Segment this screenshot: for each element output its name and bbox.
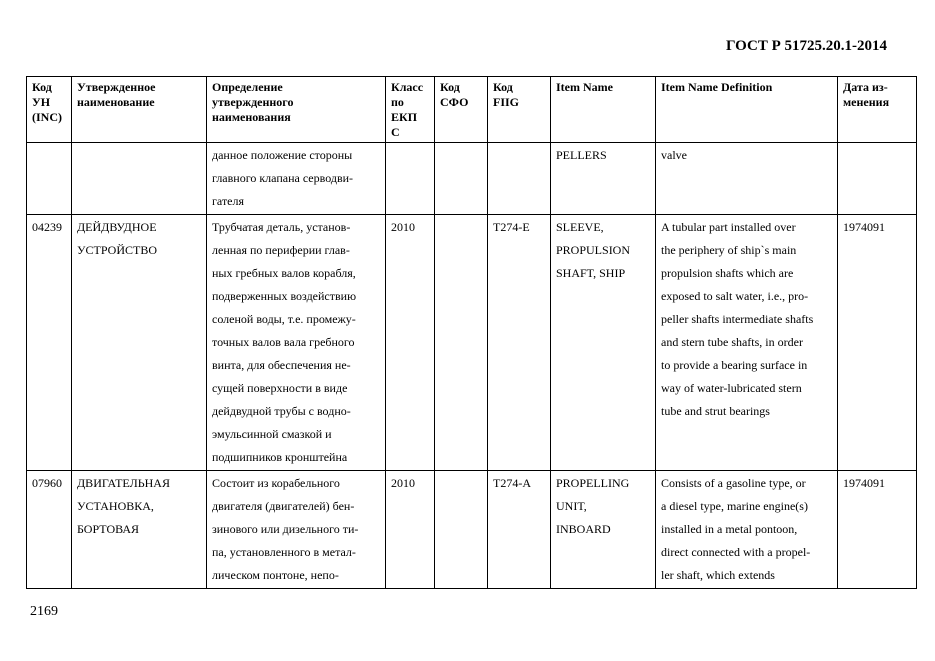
header-approved-name	[72, 77, 207, 143]
cell-text-line: сущей поверхности в виде	[212, 381, 348, 395]
fiig-code-cell	[488, 471, 551, 589]
item-name-cell	[551, 143, 656, 215]
cell-text-line: direct connected with a propel-	[661, 545, 811, 559]
cell-text-line: propulsion shafts which are	[661, 266, 794, 280]
cell-text-line: installed in a metal pontoon,	[661, 522, 798, 536]
cell-text-line: A tubular part installed over	[661, 220, 796, 234]
header-definition	[207, 77, 386, 143]
inc-code-cell	[27, 471, 72, 589]
item-name-cell	[551, 215, 656, 471]
header-label-line: Код	[32, 80, 52, 94]
cell-text-line: PELLERS	[556, 148, 607, 162]
cell-text-line: УСТАНОВКА,	[77, 499, 154, 513]
change-date-cell	[838, 215, 917, 471]
cell-text-line: УСТРОЙСТВО	[77, 243, 157, 257]
fiig-code-cell	[488, 143, 551, 215]
approved-name-cell	[72, 143, 207, 215]
cell-text-line: двигателя (двигателей) бен-	[212, 499, 355, 513]
definition-cell	[207, 143, 386, 215]
cell-text-line: данное положение стороны	[212, 148, 353, 162]
header-item-name	[551, 77, 656, 143]
definition-cell	[207, 471, 386, 589]
cell-text-line: 1974091	[843, 220, 885, 234]
header-label-line: Код	[440, 80, 460, 94]
cell-text-line: valve	[661, 148, 687, 162]
change-date-cell	[838, 471, 917, 589]
cell-text-line: SLEEVE,	[556, 220, 604, 234]
cell-text-line: ленная по периферии глав-	[212, 243, 350, 257]
cell-text-line: 2010	[391, 220, 415, 234]
item-definition-cell	[656, 143, 838, 215]
header-sfo-code	[435, 77, 488, 143]
cell-text-line: подшипников кронштейна	[212, 450, 348, 464]
item-definition-cell	[656, 215, 838, 471]
cell-text-line: to provide a bearing surface in	[661, 358, 808, 372]
cell-text-line: the periphery of ship`s main	[661, 243, 797, 257]
cell-text-line: T274-E	[493, 220, 530, 234]
header-label-line: менения	[843, 95, 890, 109]
header-label-line: Определение	[212, 80, 283, 94]
header-label-line: Item Name	[556, 80, 613, 94]
cell-text-line: 2010	[391, 476, 415, 490]
cell-text-line: UNIT,	[556, 499, 587, 513]
cell-text-line: a diesel type, marine engine(s)	[661, 499, 808, 513]
item-name-cell	[551, 471, 656, 589]
cell-text-line: па, установленного в метал-	[212, 545, 356, 559]
cell-text-line: дейдвудной трубы с водно-	[212, 404, 351, 418]
cell-text-line: точных валов вала гребного	[212, 335, 355, 349]
table-row	[27, 215, 917, 471]
item-definition-cell	[656, 471, 838, 589]
header-change-date	[838, 77, 917, 143]
table-body	[27, 143, 917, 589]
header-label-line: Дата из-	[843, 80, 888, 94]
header-code	[27, 77, 72, 143]
approved-name-cell	[72, 215, 207, 471]
cell-text-line: tube and strut bearings	[661, 404, 770, 418]
header-label-line: наименования	[212, 110, 291, 124]
header-label-line: утвержденного	[212, 95, 294, 109]
cell-text-line: way of water-lubricated stern	[661, 381, 802, 395]
sfo-code-cell	[435, 471, 488, 589]
cell-text-line: эмульсинной смазкой и	[212, 427, 332, 441]
inc-code-cell	[27, 215, 72, 471]
header-label-line: СФО	[440, 95, 469, 109]
class-cell	[386, 471, 435, 589]
table-row	[27, 143, 917, 215]
class-cell	[386, 215, 435, 471]
table-row	[27, 471, 917, 589]
cell-text-line: PROPELLING	[556, 476, 630, 490]
header-label-line: Класс	[391, 80, 424, 94]
inc-code-cell	[27, 143, 72, 215]
cell-text-line: SHAFT, SHIP	[556, 266, 626, 280]
cell-text-line: главного клапана серводви-	[212, 171, 354, 185]
cell-text-line: БОРТОВАЯ	[77, 522, 140, 536]
cell-text-line: T274-A	[493, 476, 531, 490]
cell-text-line: подверженных воздействию	[212, 289, 357, 303]
cell-text-line: лическом понтоне, непо-	[212, 568, 339, 582]
header-fiig-code	[488, 77, 551, 143]
class-cell	[386, 143, 435, 215]
cell-text-line: ных гребных валов корабля,	[212, 266, 356, 280]
table-header-row	[27, 77, 917, 143]
cell-text-line: зинового или дизельного ти-	[212, 522, 359, 536]
cell-text-line: гателя	[212, 194, 245, 208]
cell-text-line: INBOARD	[556, 522, 611, 536]
cell-text-line: соленой воды, т.е. промежу-	[212, 312, 356, 326]
sfo-code-cell	[435, 143, 488, 215]
cell-text-line: Состоит из корабельного	[212, 476, 340, 490]
cell-text-line: ler shaft, which extends	[661, 568, 775, 582]
header-label-line: С	[391, 125, 400, 139]
cell-text-line: 1974091	[843, 476, 885, 490]
header-item-name-definition	[656, 77, 838, 143]
cell-text-line: Трубчатая деталь, установ-	[212, 220, 351, 234]
cell-text-line: and stern tube shafts, in order	[661, 335, 803, 349]
cell-text-line: Consists of a gasoline type, or	[661, 476, 806, 490]
cell-text-line: 07960	[32, 476, 62, 490]
cell-text-line: peller shafts intermediate shafts	[661, 312, 814, 326]
cell-text-line: exposed to salt water, i.e., pro-	[661, 289, 809, 303]
cell-text-line: ДВИГАТЕЛЬНАЯ	[77, 476, 170, 490]
approved-name-cell	[72, 471, 207, 589]
cell-text-line: ДЕЙДВУДНОЕ	[77, 220, 157, 234]
change-date-cell	[838, 143, 917, 215]
header-label-line: FIIG	[493, 95, 520, 109]
header-label-line: ЕКП	[391, 110, 418, 124]
fiig-code-cell	[488, 215, 551, 471]
header-label-line: Item Name Definition	[661, 80, 773, 94]
page-number: 2169	[30, 604, 58, 619]
header-label-line: по	[391, 95, 404, 109]
definition-cell	[207, 215, 386, 471]
data-table	[26, 76, 917, 589]
document-code: ГОСТ Р 51725.20.1-2014	[725, 38, 887, 54]
header-label-line: (INC)	[32, 110, 62, 124]
cell-text-line: 04239	[32, 220, 62, 234]
cell-text-line: винта, для обеспечения не-	[212, 358, 351, 372]
header-label-line: Код	[493, 80, 513, 94]
header-label-line: Утвержденное	[77, 80, 156, 94]
header-label-line: УН	[32, 95, 51, 109]
header-class	[386, 77, 435, 143]
sfo-code-cell	[435, 215, 488, 471]
header-label-line: наименование	[77, 95, 155, 109]
cell-text-line: PROPULSION	[556, 243, 631, 257]
